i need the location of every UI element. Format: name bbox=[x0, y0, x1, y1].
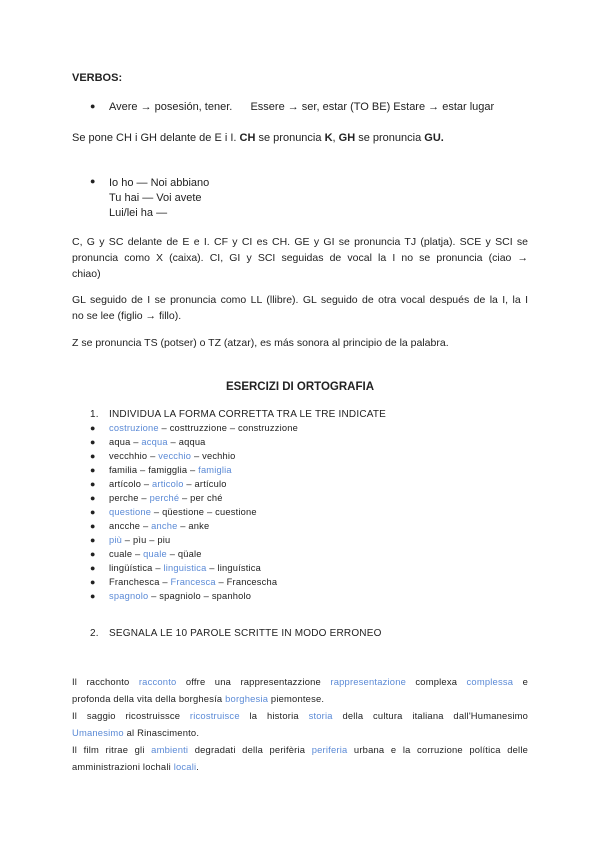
bullet-icon: ● bbox=[90, 451, 96, 461]
correct-option: linguistica bbox=[163, 563, 207, 573]
option: vecchhio bbox=[109, 451, 148, 461]
rule-ch: CH bbox=[239, 132, 256, 144]
conjugation-line: Lui/lei ha — bbox=[109, 207, 168, 219]
word: e bbox=[390, 744, 397, 755]
word: política bbox=[469, 744, 501, 755]
separator: – bbox=[141, 479, 153, 489]
bullet-icon: ● bbox=[90, 465, 96, 475]
separator: – bbox=[183, 479, 195, 489]
bullet-icon: ● bbox=[90, 437, 96, 447]
correction: storia bbox=[308, 710, 333, 721]
rule-k: K bbox=[324, 132, 333, 144]
word: perifèria bbox=[269, 744, 306, 755]
correct-option: spagnolo bbox=[109, 591, 149, 601]
text: piemontese. bbox=[268, 693, 325, 704]
separator: – bbox=[152, 563, 164, 573]
sentence-1-line-2 bbox=[72, 690, 528, 707]
bullet-icon: ● bbox=[90, 521, 96, 531]
option: construzzione bbox=[238, 423, 298, 433]
rule-comma: , bbox=[332, 132, 336, 144]
correction: racconto bbox=[138, 676, 177, 687]
word: corruzione bbox=[417, 744, 463, 755]
separator: – bbox=[159, 577, 171, 587]
correction: Umanesimo bbox=[72, 727, 124, 738]
verb-essere: Essere → ser, estar (TO BE) bbox=[250, 101, 391, 113]
separator: – bbox=[179, 493, 191, 503]
rule-text: se pronuncia bbox=[258, 132, 322, 144]
word: una bbox=[214, 676, 232, 687]
separator: – bbox=[204, 507, 216, 517]
option: linguística bbox=[217, 563, 261, 573]
separator: – bbox=[146, 535, 158, 545]
option: ancche bbox=[109, 521, 141, 531]
verb-estare: Estare → estar lugar bbox=[393, 101, 495, 113]
sentence-3-line-2 bbox=[72, 758, 528, 775]
word: la bbox=[402, 744, 411, 755]
option: aqqua bbox=[178, 437, 206, 447]
separator: – bbox=[191, 451, 203, 461]
list-item bbox=[109, 493, 223, 503]
separator: – bbox=[200, 591, 212, 601]
option: Francescha bbox=[226, 577, 278, 587]
bullet-icon: ● bbox=[90, 549, 96, 559]
word: cultura bbox=[373, 710, 403, 721]
separator: – bbox=[148, 591, 160, 601]
option: perche bbox=[109, 493, 139, 503]
correction: complessa bbox=[466, 676, 514, 687]
gl-paragraph bbox=[72, 292, 528, 324]
exercise-1-title: INDIVIDUA LA FORMA CORRETTA TRA LE TRE INDICATE bbox=[109, 409, 387, 420]
word: offre bbox=[185, 676, 206, 687]
word: film bbox=[83, 744, 100, 755]
separator: – bbox=[122, 535, 133, 545]
correct-option: più bbox=[109, 535, 123, 545]
separator: – bbox=[140, 521, 152, 531]
paragraph-line: GL seguido de I se pronuncia como LL (llibre). GL seguido de otra vocal después de la I, la I bbox=[72, 294, 528, 306]
list-item bbox=[109, 591, 251, 601]
option: qüestione bbox=[162, 507, 205, 517]
list-item bbox=[109, 507, 257, 517]
list-item bbox=[109, 451, 236, 461]
correction: rappresentazione bbox=[330, 676, 407, 687]
paragraph-line: C, G y SC delante de E e I. CF y CI es CH. GE y GI se pronuncia TJ (platja). SCE y SCI se bbox=[72, 236, 528, 248]
word: degradati bbox=[194, 744, 236, 755]
option: familia bbox=[109, 465, 138, 475]
correct-option: costruzione bbox=[109, 423, 159, 433]
sentence-2 bbox=[72, 707, 528, 741]
correct-option: vecchio bbox=[158, 451, 192, 461]
rule-text: Se pone CH i GH delante de E i I. bbox=[72, 132, 237, 144]
option: vechhio bbox=[202, 451, 236, 461]
correction: borghesia bbox=[225, 693, 269, 704]
conjugation-line: Tu hai — Voi avete bbox=[109, 192, 202, 204]
list-item bbox=[109, 535, 170, 545]
list-item bbox=[109, 577, 277, 587]
word: italiana bbox=[412, 710, 444, 721]
list-item bbox=[109, 423, 298, 433]
bullet-icon: ● bbox=[90, 101, 96, 111]
correction: ricostruisce bbox=[189, 710, 240, 721]
separator: – bbox=[132, 549, 144, 559]
text: amministrazioni lochali bbox=[72, 761, 174, 772]
correct-option: quale bbox=[143, 549, 167, 559]
correction: periferia bbox=[311, 744, 348, 755]
separator: – bbox=[177, 521, 189, 531]
correction: locali bbox=[173, 761, 197, 772]
sentence-3-line-1 bbox=[72, 741, 528, 758]
word: complexa bbox=[415, 676, 458, 687]
correct-option: Francesca bbox=[170, 577, 216, 587]
option: pìu bbox=[132, 535, 147, 545]
bullet-icon: ● bbox=[90, 563, 96, 573]
pronunciation-paragraph bbox=[72, 234, 528, 282]
bullet-icon: ● bbox=[90, 493, 96, 503]
rule-text: se pronuncia bbox=[358, 132, 422, 144]
separator: – bbox=[166, 549, 178, 559]
separator: – bbox=[167, 437, 179, 447]
list-item bbox=[109, 479, 227, 489]
sentence-1 bbox=[72, 673, 528, 707]
list-item bbox=[109, 563, 261, 573]
bullet-icon: ● bbox=[90, 507, 96, 517]
word: Il bbox=[72, 710, 78, 721]
word: rappresentazzione bbox=[240, 676, 321, 687]
exercise-2-number: 2. bbox=[90, 628, 99, 639]
section-title-verbos: VERBOS: bbox=[72, 72, 123, 84]
separator: – bbox=[187, 465, 199, 475]
rule-gu: GU. bbox=[424, 132, 444, 144]
word: delle bbox=[507, 744, 529, 755]
bullet-icon: ● bbox=[90, 423, 96, 433]
sentence-2-line-1 bbox=[72, 707, 528, 724]
bullet-icon: ● bbox=[90, 577, 96, 587]
word: racchonto bbox=[86, 676, 130, 687]
text: profonda della vita della borghesía bbox=[72, 693, 226, 704]
paragraph-line: chiao) bbox=[72, 268, 101, 280]
conjugation-line: Io ho — Noi abbiano bbox=[109, 177, 210, 189]
option: spanholo bbox=[211, 591, 252, 601]
option: Franchesca bbox=[109, 577, 160, 587]
correct-option: perché bbox=[149, 493, 180, 503]
option: famigglia bbox=[148, 465, 188, 475]
word: saggio bbox=[86, 710, 116, 721]
bullet-icon: ● bbox=[90, 479, 96, 489]
rule-gh: GH bbox=[338, 132, 356, 144]
correct-option: questione bbox=[109, 507, 152, 517]
separator: – bbox=[147, 451, 159, 461]
paragraph-line: pronuncia como X (caixa). CI, GI y SCI seguidas de vocal la I no se pronuncia (ciao → bbox=[72, 252, 528, 264]
separator: – bbox=[151, 507, 163, 517]
sentence-3 bbox=[72, 741, 528, 775]
exercises-title: ESERCIZI DI ORTOGRAFIA bbox=[225, 381, 375, 393]
sentence-2-line-2 bbox=[72, 724, 528, 741]
sentence-1-line-1 bbox=[72, 673, 528, 690]
correct-option: acqua bbox=[141, 437, 168, 447]
conjugation-block bbox=[109, 176, 209, 221]
correction: ambienti bbox=[151, 744, 189, 755]
option: artícolo bbox=[109, 479, 142, 489]
option: cuestione bbox=[215, 507, 257, 517]
separator: – bbox=[206, 563, 218, 573]
option: cuale bbox=[109, 549, 133, 559]
word: e bbox=[522, 676, 528, 687]
option: aqua bbox=[109, 437, 131, 447]
option: piu bbox=[157, 535, 171, 545]
correct-option: anche bbox=[151, 521, 178, 531]
text: al Rinascimento. bbox=[123, 727, 200, 738]
list-item bbox=[109, 521, 209, 531]
separator: – bbox=[137, 465, 149, 475]
option: lingüística bbox=[109, 563, 153, 573]
correct-option: articolo bbox=[152, 479, 184, 489]
word: la bbox=[249, 710, 258, 721]
option: spagniolo bbox=[159, 591, 201, 601]
word: Il bbox=[72, 676, 78, 687]
option: anke bbox=[188, 521, 210, 531]
list-item bbox=[109, 465, 232, 475]
word: gli bbox=[134, 744, 145, 755]
word: dall'Humanesimo bbox=[453, 710, 529, 721]
verbos-line bbox=[109, 101, 494, 113]
option: costtruzzione bbox=[169, 423, 228, 433]
text: . bbox=[196, 761, 200, 772]
word: historia bbox=[266, 710, 299, 721]
z-paragraph: Z se pronuncia TS (potser) o TZ (atzar), es más sonora al principio de la palabra. bbox=[72, 337, 449, 349]
exercise-2-title: SEGNALA LE 10 PAROLE SCRITTE IN MODO ERRONEO bbox=[109, 628, 382, 639]
word: della bbox=[242, 744, 263, 755]
option: qüale bbox=[177, 549, 202, 559]
word: Il bbox=[72, 744, 78, 755]
ch-gh-rule bbox=[72, 132, 444, 144]
exercise-1-number: 1. bbox=[90, 409, 99, 420]
word: della bbox=[342, 710, 364, 721]
bullet-icon: ● bbox=[90, 535, 96, 545]
correct-option: famiglia bbox=[198, 465, 232, 475]
word: urbana bbox=[353, 744, 385, 755]
option: artículo bbox=[194, 479, 227, 489]
separator: – bbox=[227, 423, 238, 433]
separator: – bbox=[138, 493, 150, 503]
bullet-icon: ● bbox=[90, 591, 96, 601]
bullet-icon: ● bbox=[90, 176, 96, 186]
separator: – bbox=[130, 437, 142, 447]
word: ritrae bbox=[105, 744, 129, 755]
separator: – bbox=[158, 423, 170, 433]
option: per ché bbox=[190, 493, 223, 503]
list-item bbox=[109, 437, 206, 447]
list-item bbox=[109, 549, 202, 559]
paragraph-line: no se lee (figlio → fillo). bbox=[72, 310, 182, 322]
separator: – bbox=[215, 577, 227, 587]
word: ricostruissce bbox=[125, 710, 181, 721]
verb-avere: Avere → posesión, tener. bbox=[109, 101, 233, 113]
